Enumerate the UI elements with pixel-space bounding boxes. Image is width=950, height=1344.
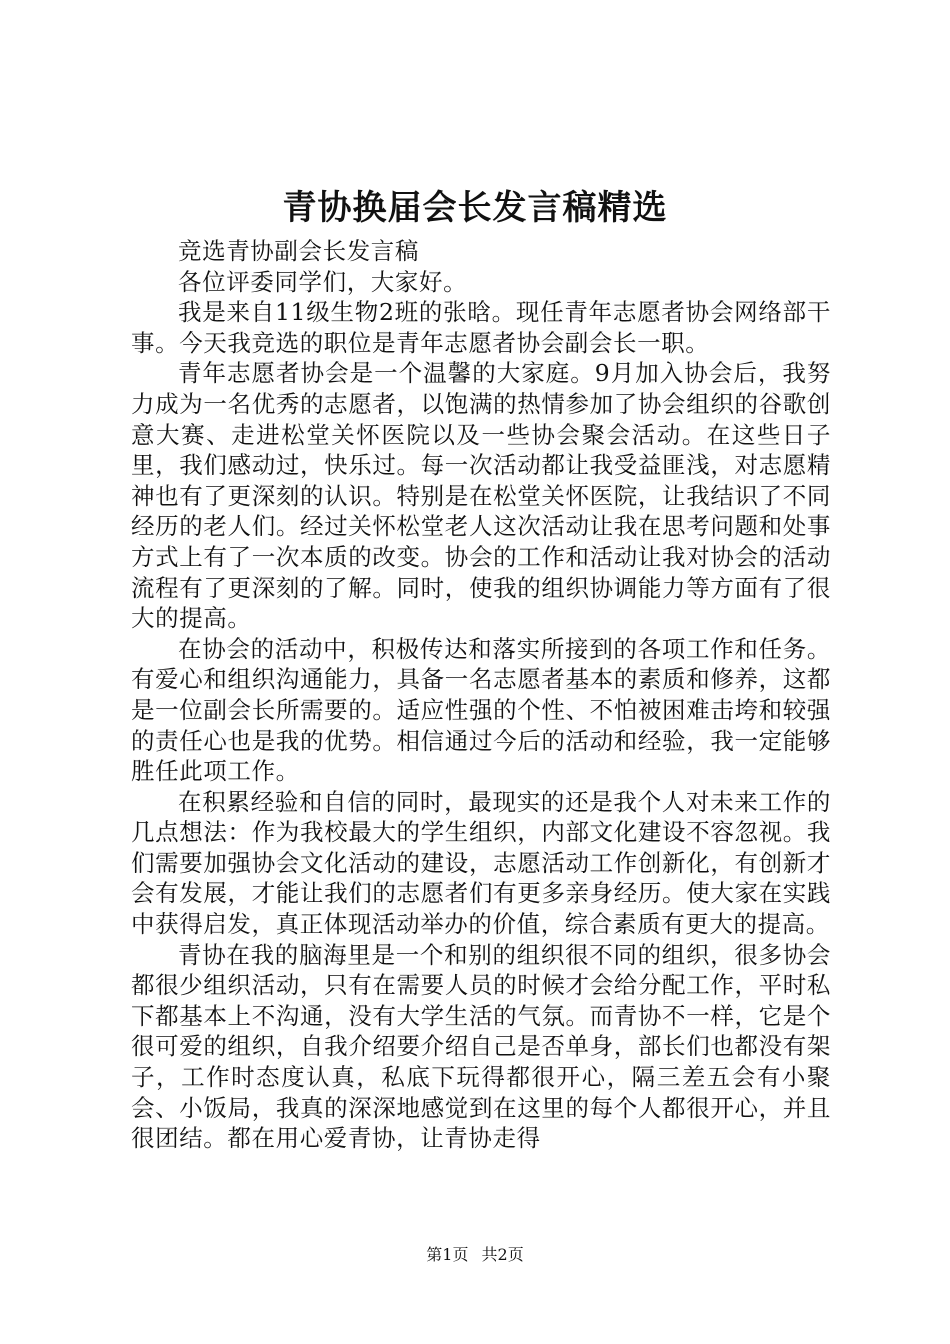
document-title: 青协换届会长发言稿精选 bbox=[282, 188, 668, 228]
paragraph-future-plans: 在积累经验和自信的同时，最现实的还是我个人对未来工作的几点想法：作为我校最大的学生组织，内部文化建设不容忽视。我们需要加强协会文化活动的建设，志愿活动工作创新化，有创新才会有发展，才能让我们的志愿者们有更多亲身经历。使大家在实践中获得启发，真正体现活动举办的价值，综合素质有更大的提高。 bbox=[131, 787, 831, 939]
paragraph-qualifications: 在协会的活动中，积极传达和落实所接到的各项工作和任务。有爱心和组织沟通能力，具备一名志愿者基本的素质和修养，这都是一位副会长所需要的。适应性强的个性、不怕被困难击垮和较强的责任心也是我的优势。相信通过今后的活动和经验，我一定能够胜任此项工作。 bbox=[131, 634, 831, 786]
paragraph-introduction: 我是来自11级生物2班的张晗。现任青年志愿者协会网络部干事。今天我竞选的职位是青年志愿者协会副会长一职。 bbox=[131, 298, 831, 357]
paragraph-experience: 青年志愿者协会是一个温馨的大家庭。9月加入协会后，我努力成为一名优秀的志愿者，以饱满的热情参加了协会组织的谷歌创意大赛、走进松堂关怀医院以及一些协会聚会活动。在这些日子里，我们感动过，快乐过。每一次活动都让我受益匪浅，对志愿精神也有了更深刻的认识。特别是在松堂关怀医院，让我结识了不同经历的老人们。经过关怀松堂老人这次活动让我在思考问题和处事方式上有了一次本质的改变。协会的工作和活动让我对协会的活动流程有了更深刻的了解。同时，使我的组织协调能力等方面有了很大的提高。 bbox=[131, 359, 831, 633]
paragraph-greeting: 各位评委同学们，大家好。 bbox=[178, 267, 468, 296]
page-number: 第1页 bbox=[426, 1245, 469, 1264]
page-footer bbox=[0, 1244, 950, 1266]
document-body bbox=[131, 236, 831, 1154]
paragraph-subtitle: 竞选青协副会长发言稿 bbox=[178, 237, 419, 265]
page-total: 共2页 bbox=[481, 1245, 524, 1264]
paragraph-about-association: 青协在我的脑海里是一个和别的组织很不同的组织，很多协会都很少组织活动，只有在需要人员的时候才会给分配工作，平时私下都基本上不沟通，没有大学生活的气氛。而青协不一样，它是个很可爱的组织，自我介绍要介绍自己是否单身，部长们也都没有架子，工作时态度认真，私底下玩得都很开心，隔三差五会有小聚会、小饭局，我真的深深地感觉到在这里的每个人都很开心，并且很团结。都在用心爱青协，让青协走得 bbox=[131, 940, 831, 1153]
